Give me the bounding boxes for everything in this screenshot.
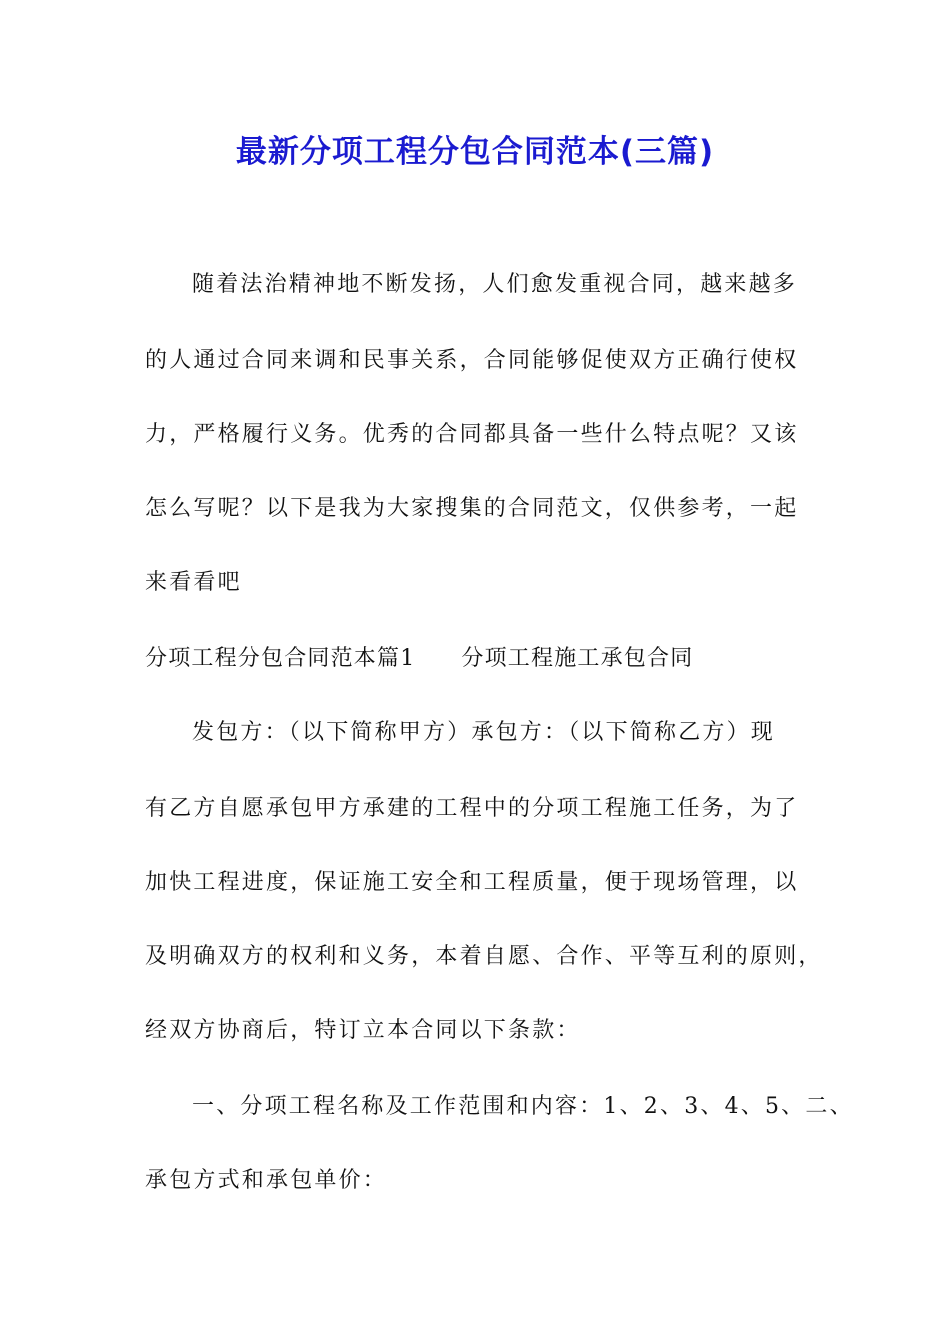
intro-line-3: 力，严格履行义务。优秀的合同都具备一些什么特点呢？又该 <box>145 422 799 447</box>
body-line-5: 经双方协商后，特订立本合同以下条款： <box>145 1018 581 1043</box>
intro-line-1: 随着法治精神地不断发扬，人们愈发重视合同，越来越多 <box>192 272 798 297</box>
intro-line-2: 的人通过合同来调和民事关系，合同能够促使双方正确行使权 <box>145 348 799 373</box>
section-heading-label: 分项工程分包合同范本篇1 <box>145 646 416 671</box>
section-heading <box>145 642 693 676</box>
intro-line-5: 来看看吧 <box>145 570 242 595</box>
clause-line-2: 承包方式和承包单价： <box>145 1168 388 1193</box>
body-line-1: 发包方：（以下简称甲方）承包方：（以下简称乙方）现 <box>192 720 776 745</box>
body-line-4: 及明确双方的权利和义务，本着自愿、合作、平等互利的原则， <box>145 944 823 969</box>
clause-line-1: 一、分项工程名称及工作范围和内容：1、2、3、4、5、二、 <box>192 1094 854 1119</box>
document-title: 最新分项工程分包合同范本(三篇) <box>235 134 715 170</box>
body-line-3: 加快工程进度，保证施工安全和工程质量，便于现场管理，以 <box>145 870 799 895</box>
section-heading-subtitle: 分项工程施工承包合同 <box>461 646 694 671</box>
body-line-2: 有乙方自愿承包甲方承建的工程中的分项工程施工任务，为了 <box>145 796 799 821</box>
intro-line-4: 怎么写呢？以下是我为大家搜集的合同范文，仅供参考，一起 <box>145 496 799 521</box>
